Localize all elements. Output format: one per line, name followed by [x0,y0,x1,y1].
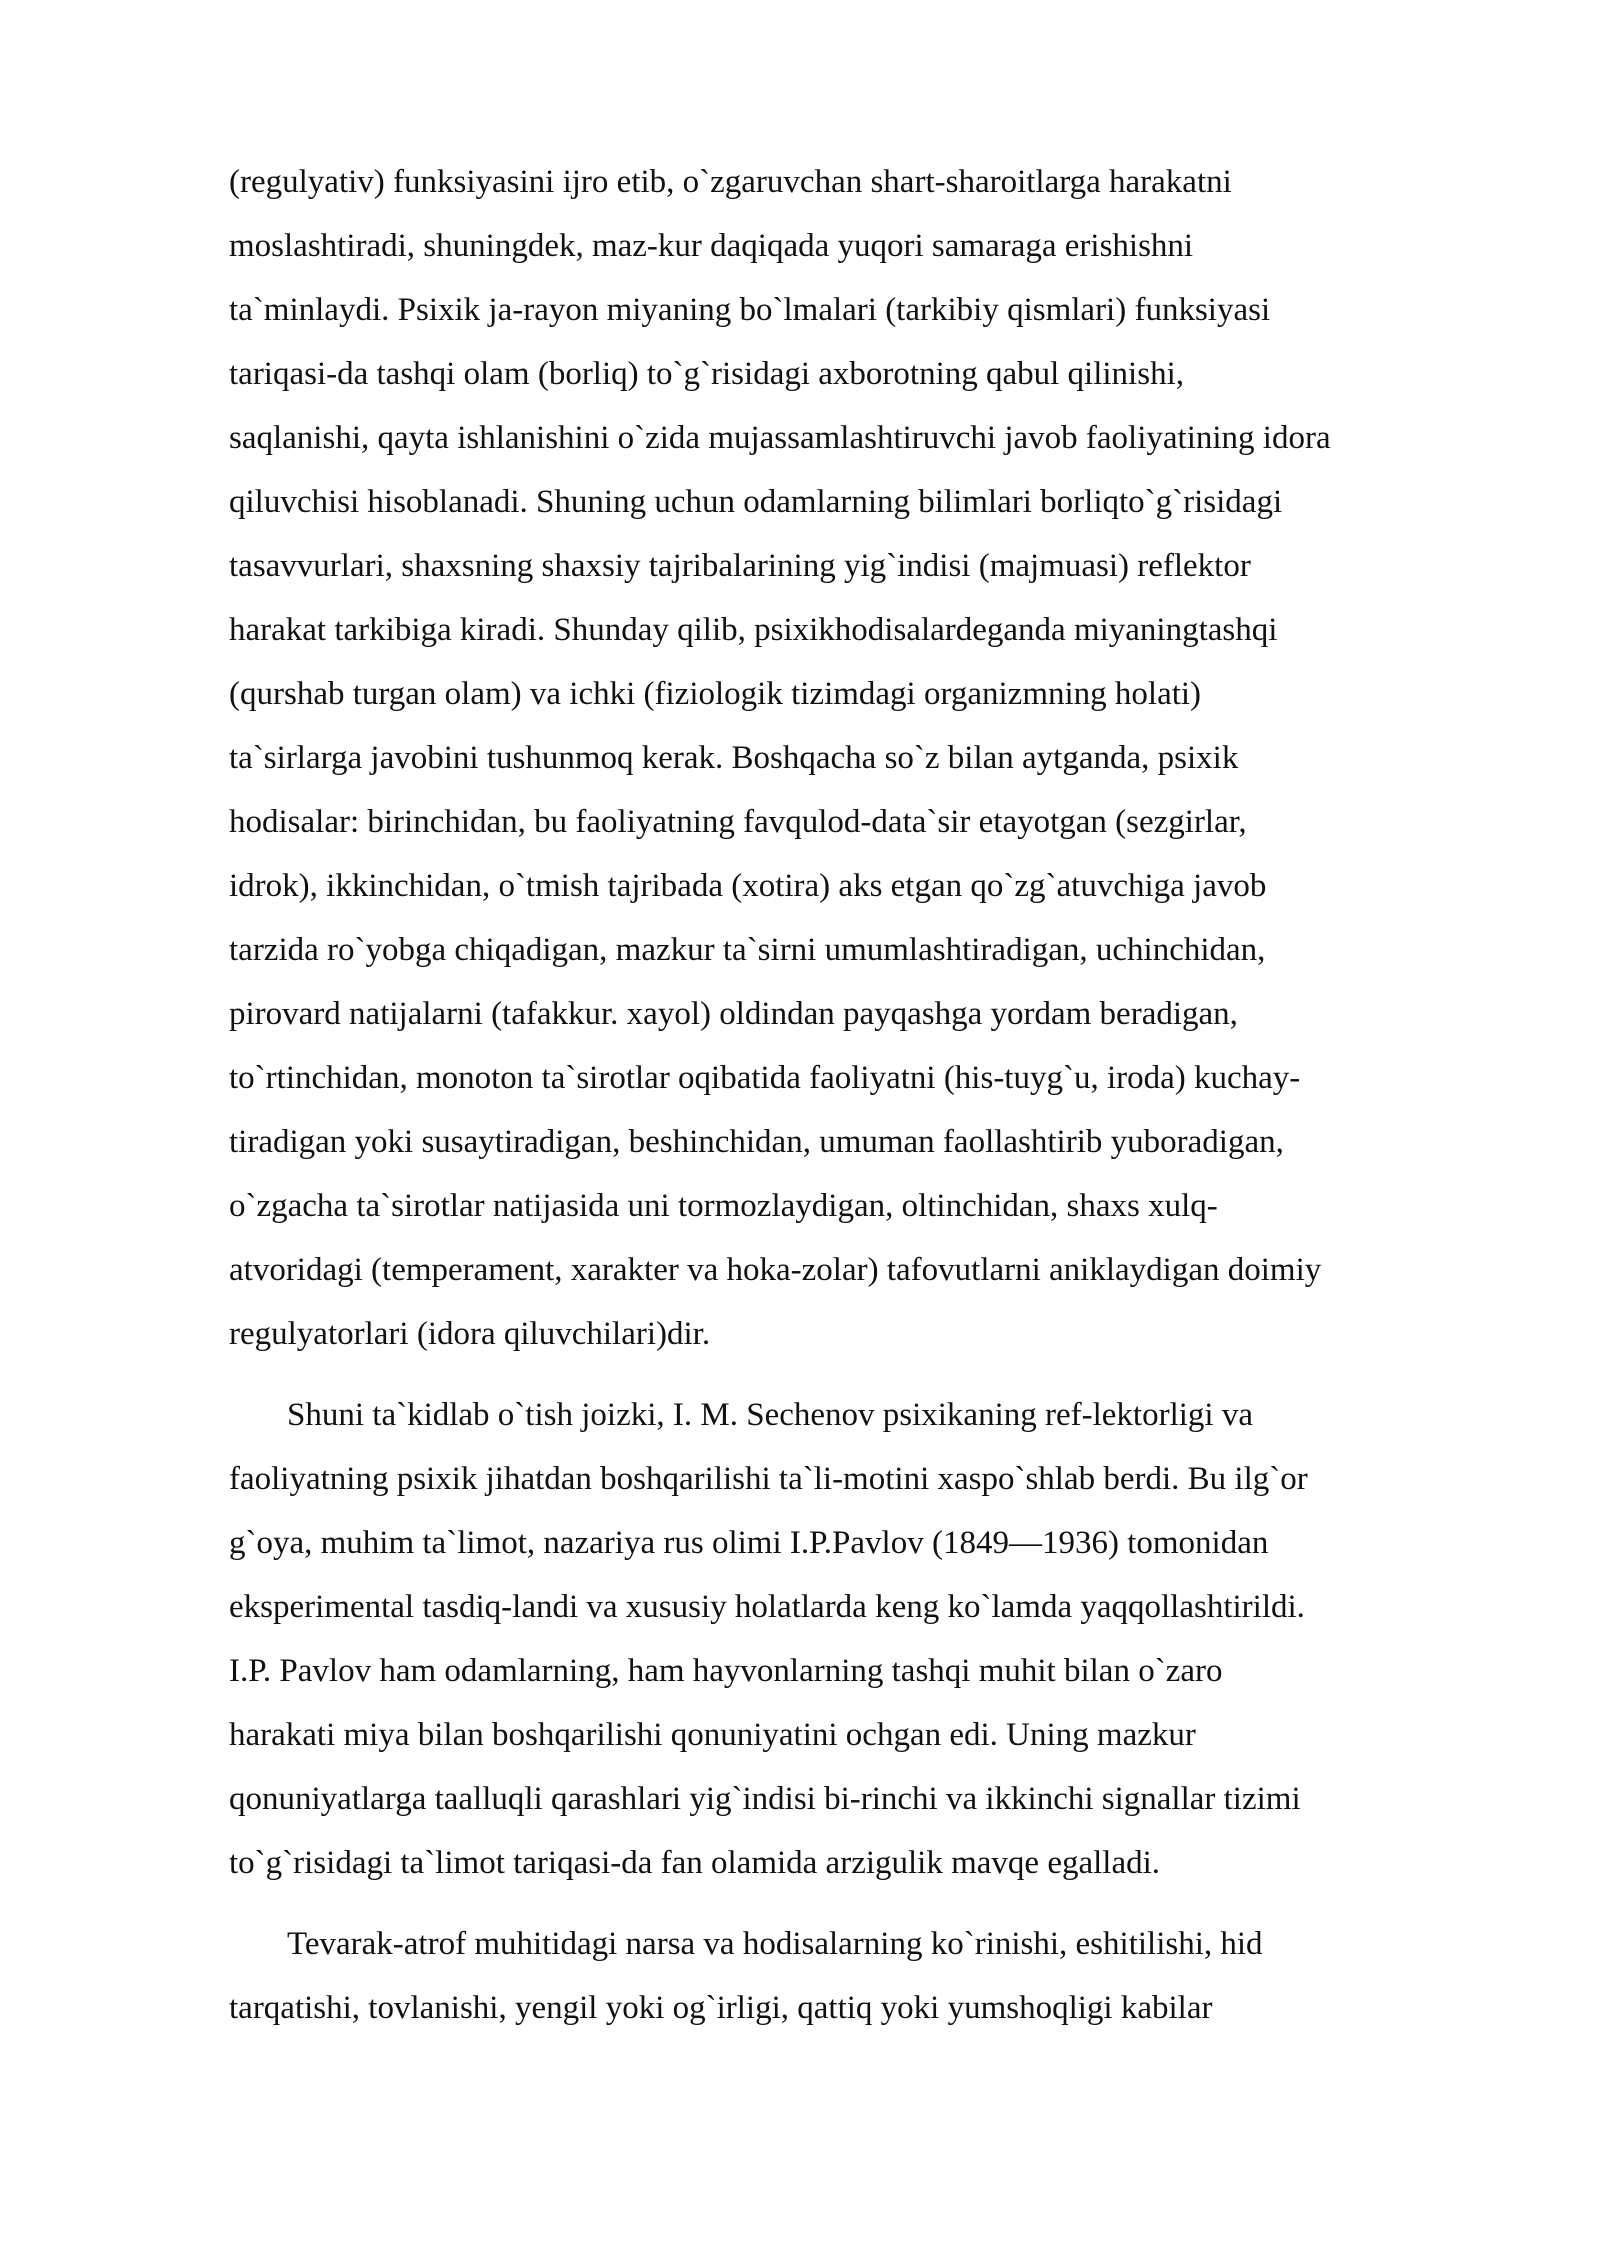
paragraph-2 [229,1383,1519,1895]
text-line: saqlanishi, qayta ishlanishini o`zida mujassamlashtiruvchi javob faoliyatining idora [229,420,1331,456]
text-line: moslashtiradi, shuningdek, maz-kur daqiqada yuqori samaraga erishishni [229,228,1194,264]
text-line: qonuniyatlarga taalluqli qarashlari yig`indisi bi-rinchi va ikkinchi signallar tizimi [229,1781,1301,1817]
text-line: ta`minlaydi. Psixik ja-rayon miyaning bo`lmalari (tarkibiy qismlari) funksiyasi [229,292,1271,328]
paragraph-3 [229,1912,1519,2040]
text-line: o`zgacha ta`sirotlar natijasida uni tormozlaydigan, oltinchidan, shaxs xulq- [229,1188,1218,1224]
text-line: hodisalar: birinchidan, bu faoliyatning favqulod-data`sir etayotgan (sezgirlar, [229,804,1247,840]
text-line: idrok), ikkinchidan, o`tmish tajribada (xotira) aks etgan qo`zg`atuvchiga javob [229,868,1267,904]
text-line: faoliyatning psixik jihatdan boshqarilishi ta`li-motini xaspo`shlab berdi. Bu ilg`or [229,1461,1308,1497]
text-line: tasavvurlari, shaxsning shaxsiy tajribalarining yig`indisi (majmuasi) reflektor [229,548,1251,584]
text-line: Shuni ta`kidlab o`tish joizki, I. M. Sechenov psixikaning ref-lektorligi va [287,1397,1253,1433]
text-line: tarqatishi, tovlanishi, yengil yoki og`irligi, qattiq yoki yumshoqligi kabilar [229,1990,1213,2026]
text-line: Tevarak-atrof muhitidagi narsa va hodisalarning ko`rinishi, eshitilishi, hid [287,1926,1263,1962]
text-line: pirovard natijalarni (tafakkur. xayol) oldindan payqashga yordam beradigan, [229,996,1238,1032]
text-line: atvoridagi (temperament, xarakter va hoka-zolar) tafovutlarni aniklaydigan doimiy [229,1252,1322,1288]
paragraph-1 [229,150,1519,1366]
text-line: tiradigan yoki susaytiradigan, beshinchidan, umuman faollashtirib yuboradigan, [229,1124,1284,1160]
text-line: harakati miya bilan boshqarilishi qonuniyatini ochgan edi. Uning mazkur [229,1717,1196,1753]
text-line: (qurshab turgan olam) va ichki (fiziologik tizimdagi organizmning holati) [229,676,1202,712]
text-line: qiluvchisi hisoblanadi. Shuning uchun odamlarning bilimlari borliqto`g`risidagi [229,484,1283,520]
text-line: harakat tarkibiga kiradi. Shunday qilib, psixikhodisalardeganda miyaningtashqi [229,612,1278,648]
text-line: regulyatorlari (idora qiluvchilari)dir. [229,1316,711,1352]
text-line: g`oya, muhim ta`limot, nazariya rus olimi I.P.Pavlov (1849—1936) tomonidan [229,1525,1269,1561]
text-line: tarzida ro`yobga chiqadigan, mazkur ta`sirni umumlashtiradigan, uchinchidan, [229,932,1266,968]
text-line: eksperimental tasdiq-landi va xususiy holatlarda keng ko`lamda yaqqollashtirildi. [229,1589,1305,1625]
text-line: ta`sirlarga javobini tushunmoq kerak. Boshqacha so`z bilan aytganda, psixik [229,740,1239,776]
text-line: I.P. Pavlov ham odamlarning, ham hayvonlarning tashqi muhit bilan o`zaro [229,1653,1223,1689]
body-text [229,150,1519,2040]
text-line: to`rtinchidan, monoton ta`sirotlar oqibatida faoliyatni (his-tuyg`u, iroda) kuchay- [229,1060,1301,1096]
text-line: (regulyativ) funksiyasini ijro etib, o`zgaruvchan shart-sharoitlarga harakatni [229,164,1232,200]
text-line: tariqasi-da tashqi olam (borliq) to`g`risidagi axborotning qabul qilinishi, [229,356,1184,392]
text-line: to`g`risidagi ta`limot tariqasi-da fan olamida arzigulik mavqe egalladi. [229,1845,1161,1881]
